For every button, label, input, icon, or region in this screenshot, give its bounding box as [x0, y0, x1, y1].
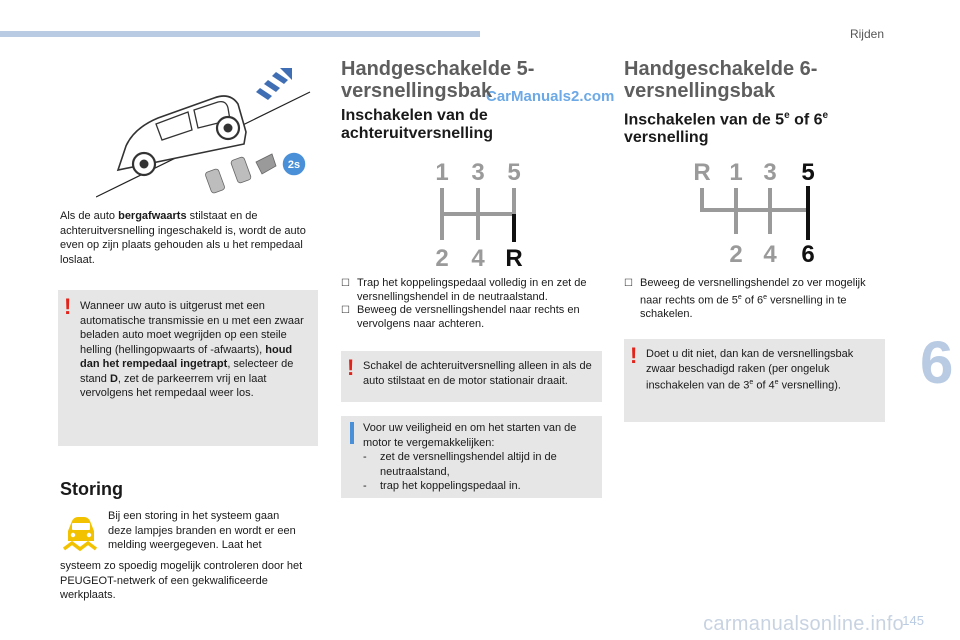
- gear-label-fifth: 5: [801, 159, 815, 186]
- warning-box-reverse: [341, 351, 602, 402]
- chapter-tab: [914, 318, 960, 408]
- gear-label-bottom: 2: [435, 245, 449, 270]
- subtitle-sup: e: [822, 110, 829, 121]
- warning-text-part: Doet u dit niet, dan kan de versnellingsbak zwaar beschadigd raken (per ongeluk inschakelen van de 3: [646, 348, 854, 392]
- subtitle-sup: e: [784, 110, 790, 121]
- list-item: [341, 304, 601, 331]
- gear-label-bottom: 2: [729, 241, 743, 268]
- checkbox-bullet-icon: ☐: [341, 305, 350, 316]
- dash-bullet: -: [363, 480, 367, 492]
- list-item: [363, 450, 595, 479]
- subtitle-part: Inschakelen van de 5: [624, 111, 785, 129]
- gear-label-top: 1: [435, 159, 449, 186]
- reverse-instructions-list: [341, 277, 601, 331]
- warning-text-b: houd dan het rempedaal ingetrapt: [80, 343, 293, 370]
- list-item-text: Beweeg de versnellingshendel zo ver mogelijk naar rechts om de 5: [640, 277, 866, 307]
- list-item-sup: e: [737, 293, 742, 301]
- gear-label-reverse: R: [505, 245, 523, 270]
- warning-icon: !: [347, 355, 355, 380]
- warning-icon: !: [64, 294, 72, 319]
- checkbox-bullet-icon: ☐: [624, 278, 633, 289]
- uphill-arrow-icon: [256, 68, 292, 100]
- info-intro: Voor uw veiligheid en om het starten van de motor te vergemakkelijken:: [363, 422, 577, 449]
- warning-text-e: , zet de parkeerrem vrij en laat vervolgens het rempedaal weer los.: [80, 372, 267, 399]
- intro-text-b: bergafwaarts: [118, 210, 187, 222]
- list-item-text: versnelling in te schakelen.: [640, 294, 847, 320]
- subtitle-part: of 6: [789, 111, 823, 129]
- watermark-text: CarManuals2.com: [486, 88, 615, 105]
- fifth-sixth-gear-subtitle: [624, 107, 874, 147]
- warning-text-part: versnelling).: [778, 379, 841, 392]
- info-icon: [350, 422, 354, 444]
- warning-text: [80, 299, 308, 401]
- gear-diagram-6-speed: [690, 158, 822, 270]
- fifth-sixth-instructions-list: [624, 277, 874, 321]
- warning-icon: !: [630, 343, 638, 368]
- list-item: [363, 479, 595, 494]
- footer-watermark: carmanualsonline.info: [703, 613, 904, 635]
- warning-box-gearbox-damage: [624, 339, 885, 422]
- warning-text-c: , selecteer de stand: [80, 358, 294, 385]
- gear-diagram-5-speed: [430, 158, 530, 270]
- dash-bullet: -: [363, 451, 367, 463]
- reverse-gear-subtitle: Inschakelen van de achteruitversnelling: [341, 107, 494, 142]
- intro-paragraph: [60, 209, 308, 267]
- gear-label-top: R: [693, 159, 711, 186]
- gear-label-bottom: 4: [471, 245, 485, 270]
- storing-text-continued: systeem zo spoedig mogelijk controleren door het PEUGEOT-netwerk of een gekwalificeerde werkplaats.: [60, 560, 303, 601]
- warning-text: Schakel de achteruitversnelling alleen in als de auto stilstaat en de motor stationair draait.: [363, 360, 592, 387]
- info-text: [363, 421, 595, 494]
- subtitle-part: versnelling: [624, 129, 709, 147]
- list-item: [341, 277, 601, 304]
- intro-text-c: stilstaat en de achteruitversnelling ingeschakeld is, wordt de auto even op zijn plaats gehouden als u het rempedaal loslaat.: [60, 210, 306, 266]
- list-item-text: trap het koppelingspedaal in.: [380, 480, 521, 492]
- list-item-text: of 6: [741, 294, 764, 307]
- gear-label-bottom: 4: [763, 241, 777, 268]
- info-box-safety: [341, 416, 602, 498]
- car-on-slope-illustration: [96, 62, 318, 202]
- storing-text: Bij een storing in het systeem gaan deze lampjes branden en wordt er een melding weergegeven. Laat het: [108, 510, 296, 551]
- warning-text-d: D: [109, 372, 118, 385]
- warning-text: [646, 347, 880, 393]
- intro-text-a: Als de auto: [60, 210, 119, 222]
- chapter-number: 6: [920, 329, 954, 396]
- gear-label-top: 5: [507, 159, 521, 186]
- list-item-sup: e: [763, 293, 768, 301]
- warning-text-sup: e: [774, 379, 779, 386]
- hill-assist-fault-icon: [62, 511, 98, 555]
- page-number: 145: [902, 613, 924, 628]
- chapter-label: Rijden: [849, 27, 884, 41]
- list-item-text: zet de versnellingshendel altijd in de neutraalstand,: [380, 451, 557, 478]
- gear-label-top: 3: [763, 159, 777, 186]
- list-item-text: Trap het koppelingspedaal volledig in en zet de versnellingshendel in de neutraalstand.: [357, 277, 587, 303]
- storing-heading: Storing: [60, 479, 123, 499]
- list-item: [624, 277, 874, 321]
- gear-label-top: 3: [471, 159, 485, 186]
- timer-badge-label: 2s: [287, 159, 301, 171]
- checkbox-bullet-icon: ☐: [341, 278, 350, 289]
- gear-label-top: 1: [729, 159, 743, 186]
- warning-text-sup: e: [749, 379, 754, 386]
- warning-text-part: of 4: [753, 379, 775, 392]
- warning-box-automatic: [58, 290, 318, 446]
- gearbox-6-title: Handgeschakelde 6-versnellingsbak: [624, 58, 818, 102]
- gear-label-sixth: 6: [801, 241, 815, 268]
- gearbox-5-title: Handgeschakelde 5-versnellingsbak: [341, 58, 535, 102]
- warning-text-a: Wanneer uw auto is uitgerust met een automatische transmissie en u met een zwaar beladen auto moet wegrijden op een steile helling (hellingopwaarts of -afwaarts),: [80, 300, 304, 356]
- top-accent-bar: [0, 31, 480, 37]
- pedal-icon: [205, 154, 276, 194]
- list-item-text: Beweeg de versnellingshendel naar rechts en vervolgens naar achteren.: [357, 304, 580, 330]
